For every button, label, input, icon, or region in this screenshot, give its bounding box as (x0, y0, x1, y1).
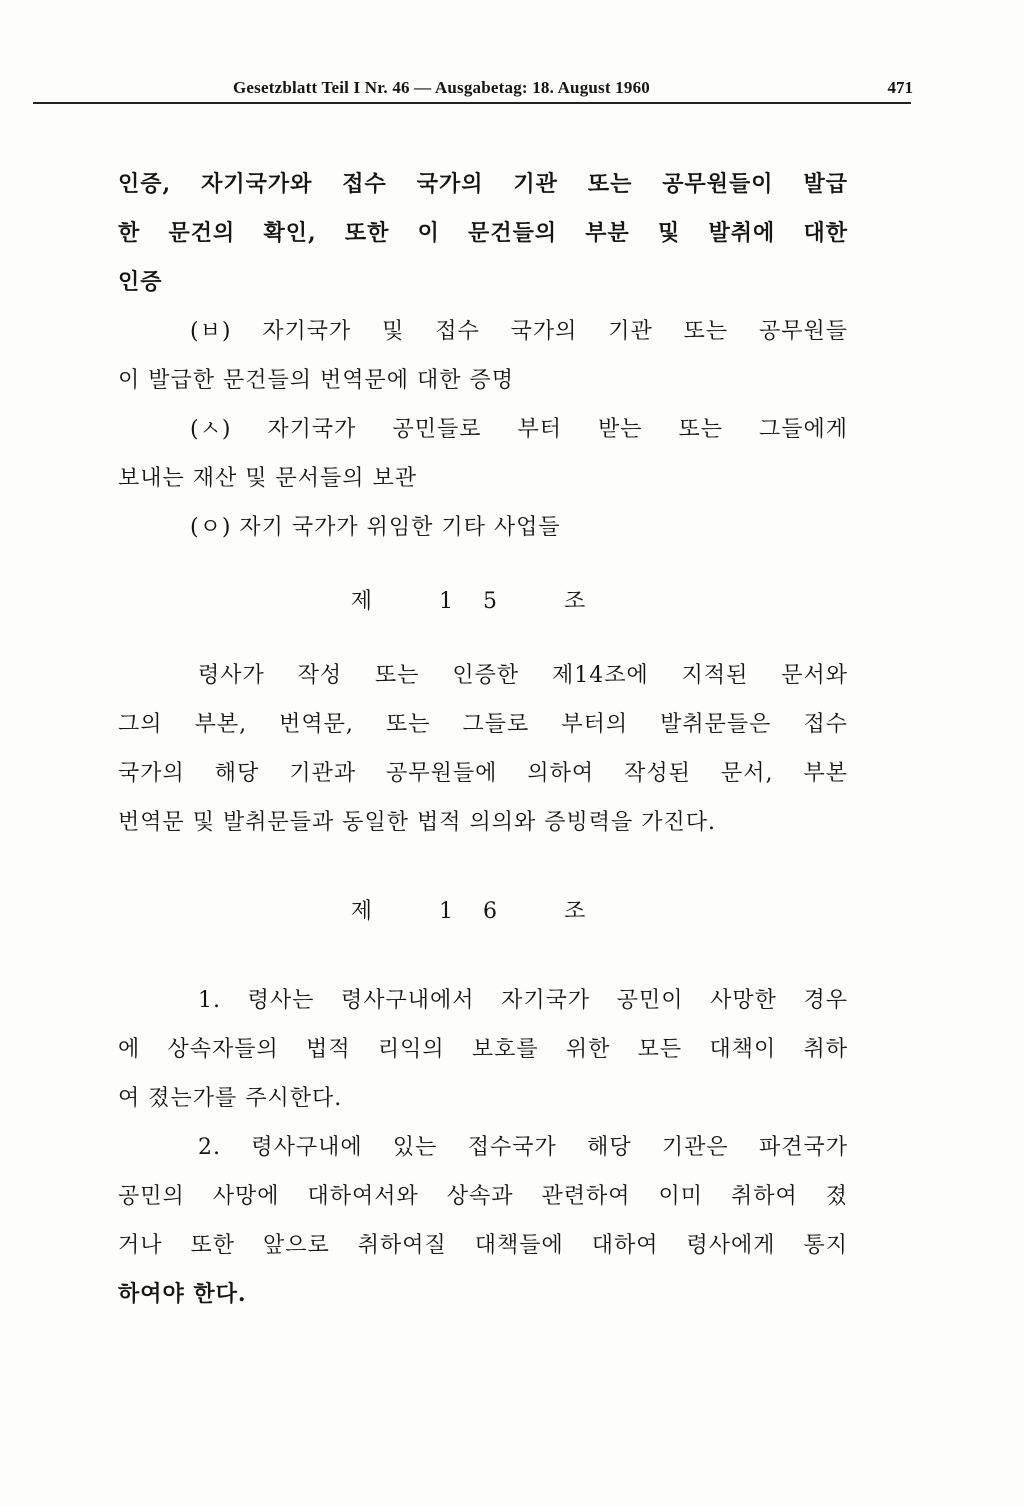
text-line: (ㅅ) 자기국가 공민들로 부터 받는 또는 그들에게 (190, 417, 848, 442)
paragraph-2 (118, 307, 848, 405)
text-line: 거나 또한 앞으로 취하여질 대책들에 대하여 령사에게 통지 (118, 1233, 848, 1258)
paragraph-3 (118, 405, 848, 503)
paragraph-6 (118, 976, 848, 1123)
text-line: 번역문 및 발취문들과 동일한 법적 의의와 증빙력을 가진다. (118, 810, 716, 835)
header-title: Gesetzblatt Teil I Nr. 46 — Ausgabetag: 18. August 1960 (233, 78, 650, 97)
paragraph-1 (118, 160, 848, 307)
text-line: 한 문건의 확인, 또한 이 문건들의 부분 및 발취에 대한 (118, 220, 848, 246)
text-line: 그의 부본, 번역문, 또는 그들로 부터의 발취문들은 접수 (118, 712, 848, 737)
page-number: 471 (887, 78, 913, 97)
paragraph-7 (118, 1123, 848, 1319)
text-line: 보내는 재산 및 문서들의 보관 (118, 466, 417, 491)
paragraph-4 (118, 503, 848, 552)
header-rule (33, 102, 911, 104)
text-line: 에 상속자들의 법적 리익의 보호를 위한 모든 대책이 취하 (118, 1037, 848, 1062)
document-body (118, 160, 848, 1319)
article-16-heading: 제 16 조 (350, 899, 616, 924)
text-line: 2. 령사구내에 있는 접수국가 해당 기관은 파견국가 (198, 1135, 848, 1160)
text-line: (ㅂ) 자기국가 및 접수 국가의 기관 또는 공무원들 (190, 319, 848, 344)
text-line: 이 발급한 문건들의 번역문에 대한 증명 (118, 368, 514, 393)
paragraph-5 (118, 651, 848, 847)
text-line: 령사가 작성 또는 인증한 제14조에 지적된 문서와 (198, 663, 848, 688)
text-line: 공민의 사망에 대하여서와 상속과 관련하여 이미 취하여 졌 (118, 1184, 848, 1209)
text-line: 1. 령사는 령사구내에서 자기국가 공민이 사망한 경우 (198, 988, 848, 1013)
text-line: 하여야 한다. (118, 1281, 247, 1307)
text-line: (ㅇ) 자기 국가가 위임한 기타 사업들 (190, 515, 561, 540)
text-line: 인증, 자기국가와 접수 국가의 기관 또는 공무원들이 발급 (118, 171, 848, 197)
article-15-heading: 제 15 조 (350, 589, 616, 614)
text-line: 국가의 해당 기관과 공무원들에 의하여 작성된 문서, 부본 (118, 761, 848, 786)
text-line: 인증 (118, 269, 163, 295)
page-header (33, 74, 913, 104)
text-line: 여 졌는가를 주시한다. (118, 1086, 343, 1111)
